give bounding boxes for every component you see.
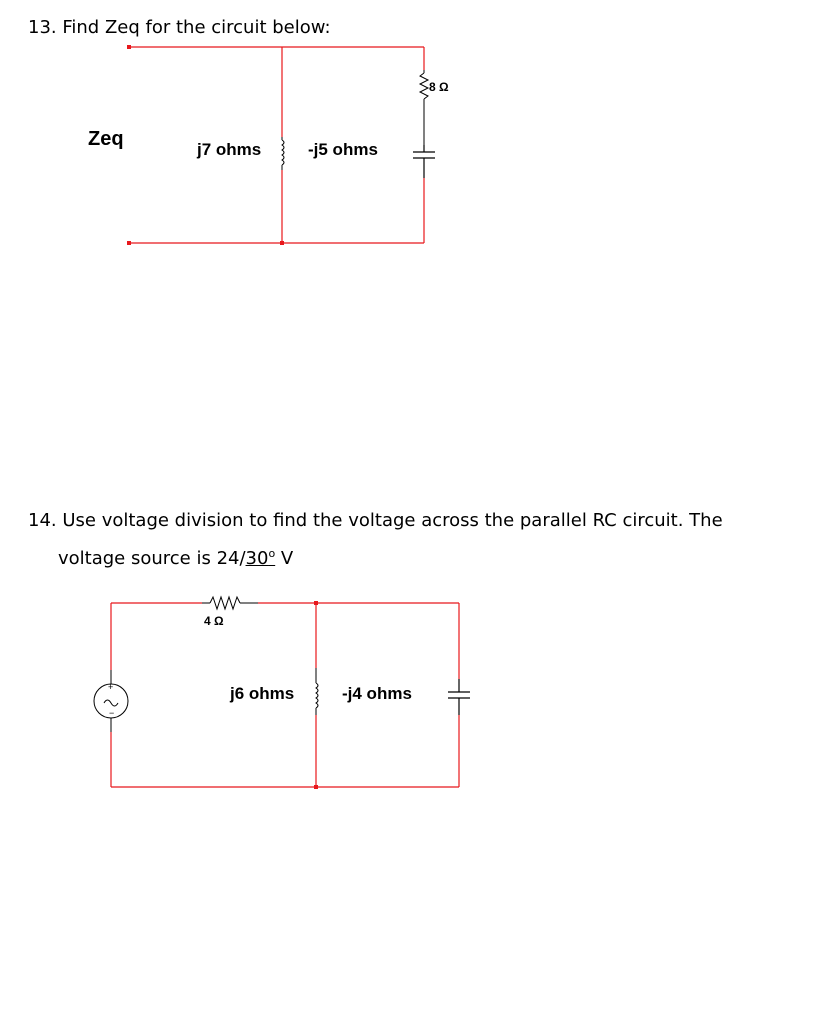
junction-dot [314,601,318,605]
inductor-j6-label: j6 ohms [230,684,295,703]
inductor-j7-label: j7 ohms [197,140,262,159]
plus-sign: + [108,682,114,692]
inductor-j6-symbol [316,668,318,715]
resistor-8-label: 8 Ω [429,80,449,94]
junction-dot [314,785,318,789]
resistor-4-symbol [202,597,258,609]
capacitor-j5-label: -j5 ohms [308,140,378,159]
question-13-text: 13. Find Zeq for the circuit below: [28,17,331,38]
capacitor-j4-label: -j4 ohms [342,684,412,703]
question-14-line1: 14. Use voltage division to find the voltage across the parallel RC circuit. The [28,510,723,531]
zeq-label: Zeq [88,128,124,150]
resistor-4-label: 4 Ω [204,614,224,628]
voltage-suffix: V [275,548,294,569]
voltage-source-symbol [94,670,128,732]
capacitor-j4-symbol [448,679,470,715]
minus-sign: − [109,708,115,718]
voltage-angle: 30$^o$ [245,547,276,569]
voltage-prefix: voltage source is 24/ [58,548,246,569]
